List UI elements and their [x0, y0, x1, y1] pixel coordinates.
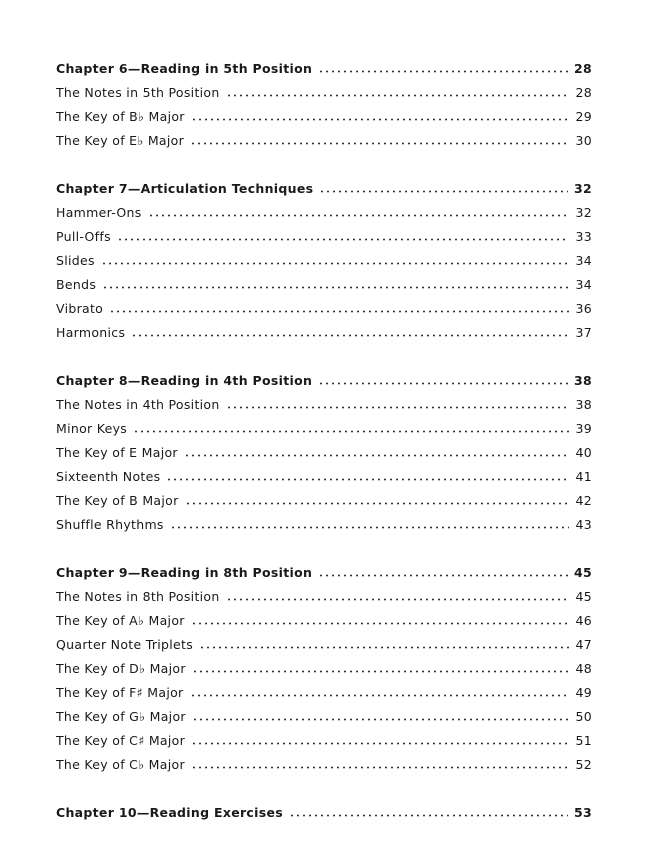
entry-title: Hammer-Ons	[56, 204, 142, 220]
entry-title: The Notes in 8th Position	[56, 588, 220, 604]
chapter-row[interactable]	[56, 176, 592, 200]
entry-title: Minor Keys	[56, 420, 128, 436]
page-number: 46	[575, 612, 592, 628]
dot-leader	[318, 70, 568, 73]
entry-title: Bends	[56, 276, 97, 292]
section-spacer	[56, 536, 592, 560]
entry-title: The Key of C♭ Major	[56, 756, 185, 772]
toc-entry[interactable]	[56, 512, 592, 536]
toc-entry[interactable]	[56, 680, 592, 704]
page-number: 32	[574, 180, 592, 196]
dot-leader	[289, 814, 568, 817]
toc-entry[interactable]	[56, 200, 592, 224]
toc-entry[interactable]	[56, 728, 592, 752]
page-number: 48	[575, 660, 592, 676]
entry-title: The Notes in 5th Position	[56, 84, 220, 100]
section-spacer	[56, 344, 592, 368]
toc-entry[interactable]	[56, 272, 592, 296]
dot-leader	[170, 526, 570, 529]
page-number: 33	[575, 228, 592, 244]
entry-title: Quarter Note Triplets	[56, 636, 194, 652]
table-of-contents	[56, 56, 592, 824]
dot-leader	[166, 478, 569, 481]
toc-entry[interactable]	[56, 656, 592, 680]
page-number: 49	[575, 684, 592, 700]
page-number: 47	[575, 636, 592, 652]
dot-leader	[191, 622, 570, 625]
dot-leader	[191, 766, 570, 769]
dot-leader	[190, 694, 570, 697]
dot-leader	[192, 718, 570, 721]
dot-leader	[318, 382, 568, 385]
chapter-row[interactable]	[56, 56, 592, 80]
page-number: 38	[575, 396, 592, 412]
page-number: 50	[575, 708, 592, 724]
toc-entry[interactable]	[56, 320, 592, 344]
dot-leader	[117, 238, 570, 241]
toc-entry[interactable]	[56, 104, 592, 128]
toc-entry[interactable]	[56, 80, 592, 104]
entry-title: Sixteenth Notes	[56, 468, 161, 484]
dot-leader	[191, 742, 569, 745]
entry-title: The Key of E♭ Major	[56, 132, 185, 148]
chapter-row[interactable]	[56, 368, 592, 392]
dot-leader	[319, 190, 568, 193]
entry-title: The Key of B♭ Major	[56, 108, 185, 124]
page-number: 51	[575, 732, 592, 748]
dot-leader	[109, 310, 569, 313]
entry-title: The Key of G♭ Major	[56, 708, 186, 724]
page-number: 32	[575, 204, 592, 220]
dot-leader	[148, 214, 570, 217]
toc-entry[interactable]	[56, 752, 592, 776]
toc-entry[interactable]	[56, 416, 592, 440]
page-number: 39	[575, 420, 592, 436]
toc-entry[interactable]	[56, 464, 592, 488]
page-number: 34	[575, 252, 592, 268]
chapter-title: Chapter 8—Reading in 4th Position	[56, 372, 313, 388]
page-number: 28	[575, 84, 592, 100]
dot-leader	[192, 670, 570, 673]
entry-title: Pull-Offs	[56, 228, 111, 244]
dot-leader	[102, 286, 569, 289]
section-spacer	[56, 152, 592, 176]
chapter-title: Chapter 6—Reading in 5th Position	[56, 60, 313, 76]
dot-leader	[101, 262, 570, 265]
page-number: 45	[574, 564, 592, 580]
chapter-row[interactable]	[56, 560, 592, 584]
entry-title: Harmonics	[56, 324, 126, 340]
entry-title: Shuffle Rhythms	[56, 516, 164, 532]
dot-leader	[190, 142, 569, 145]
page-number: 40	[575, 444, 592, 460]
page-number: 45	[575, 588, 592, 604]
toc-entry[interactable]	[56, 248, 592, 272]
toc-entry[interactable]	[56, 128, 592, 152]
page-number: 37	[575, 324, 592, 340]
chapter-title: Chapter 10—Reading Exercises	[56, 804, 283, 820]
entry-title: The Key of A♭ Major	[56, 612, 185, 628]
toc-entry[interactable]	[56, 632, 592, 656]
dot-leader	[191, 118, 570, 121]
chapter-row[interactable]	[56, 800, 592, 824]
entry-title: The Notes in 4th Position	[56, 396, 220, 412]
dot-leader	[184, 454, 570, 457]
dot-leader	[199, 646, 569, 649]
entry-title: The Key of E Major	[56, 444, 178, 460]
dot-leader	[226, 406, 570, 409]
page-number: 36	[575, 300, 592, 316]
page-number: 30	[575, 132, 592, 148]
toc-section	[56, 368, 592, 536]
page-number: 53	[574, 804, 592, 820]
page-number: 28	[574, 60, 592, 76]
toc-section	[56, 176, 592, 344]
page-number: 42	[575, 492, 592, 508]
entry-title: The Key of F♯ Major	[56, 684, 184, 700]
toc-entry[interactable]	[56, 440, 592, 464]
section-spacer	[56, 776, 592, 800]
dot-leader	[226, 94, 570, 97]
toc-entry[interactable]	[56, 392, 592, 416]
chapter-title: Chapter 7—Articulation Techniques	[56, 180, 314, 196]
dot-leader	[133, 430, 569, 433]
toc-section	[56, 56, 592, 152]
chapter-title: Chapter 9—Reading in 8th Position	[56, 564, 313, 580]
dot-leader	[131, 334, 569, 337]
dot-leader	[185, 502, 570, 505]
entry-title: The Key of D♭ Major	[56, 660, 186, 676]
toc-entry[interactable]	[56, 584, 592, 608]
page-number: 43	[575, 516, 592, 532]
page-number: 29	[575, 108, 592, 124]
entry-title: Slides	[56, 252, 95, 268]
page-number: 41	[575, 468, 592, 484]
dot-leader	[226, 598, 570, 601]
dot-leader	[318, 574, 568, 577]
page-number: 34	[575, 276, 592, 292]
toc-entry[interactable]	[56, 704, 592, 728]
page-number: 38	[574, 372, 592, 388]
toc-section	[56, 800, 592, 824]
toc-entry[interactable]	[56, 224, 592, 248]
page-number: 52	[575, 756, 592, 772]
entry-title: The Key of B Major	[56, 492, 179, 508]
entry-title: Vibrato	[56, 300, 104, 316]
toc-section	[56, 560, 592, 776]
toc-entry[interactable]	[56, 296, 592, 320]
entry-title: The Key of C♯ Major	[56, 732, 186, 748]
toc-entry[interactable]	[56, 488, 592, 512]
toc-entry[interactable]	[56, 608, 592, 632]
